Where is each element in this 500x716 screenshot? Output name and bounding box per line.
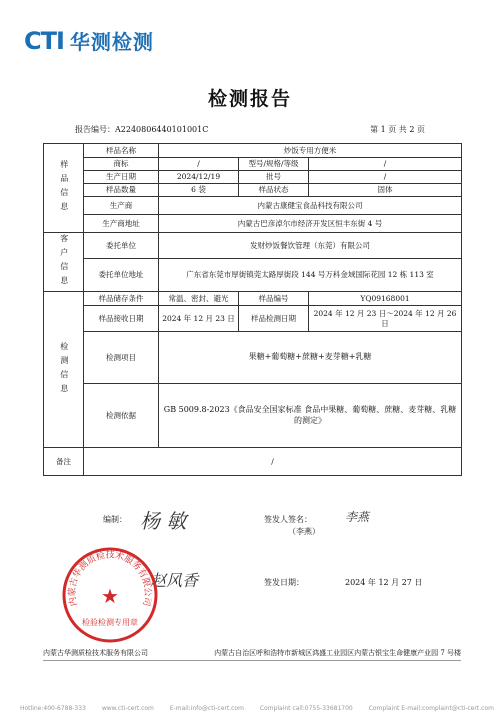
footer-org: 内蒙古华测质检技术服务有限公司 [43,649,148,657]
value-model: / [309,158,462,171]
value-producer: 内蒙古康健宝食品科技有限公司 [159,197,462,215]
label-sample-name: 样品名称 [84,144,159,158]
value-client-address: 广东省东莞市厚街镇莞太路厚街段 144 号万科金域国际花园 12 栋 113 室 [159,258,462,291]
label-sample-no: 样品编号 [239,292,309,306]
label-remarks: 备注 [44,448,84,476]
email-link[interactable]: E-mail:info@cti-cert.com [169,705,244,712]
label-model: 型号/规格/等级 [239,158,309,171]
label-test-basis: 检测依据 [84,384,159,448]
logo-text: 华测检测 [69,30,154,54]
prepared-by-label: 编制： [103,515,127,524]
value-sample-name: 炒饭专用方便米 [159,144,462,158]
complaint-call: Complaint call:0755-33681700 [259,705,353,712]
value-received-date: 2024 年 12 月 23 日 [159,306,239,332]
contact-bar [20,705,500,712]
label-received-date: 样品接收日期 [84,306,159,332]
label-batch: 批号 [239,171,309,184]
value-production-date: 2024/12/19 [159,171,239,184]
category-sample: 样品信息 [44,144,84,233]
value-producer-address: 内蒙古巴彦淖尔市经济开发区恒丰东街 4 号 [159,215,462,233]
issue-date: 2024 年 12 月 27 日 [345,578,423,587]
value-brand: / [159,158,239,171]
report-table [43,143,462,476]
label-sample-state: 样品状态 [239,184,309,197]
website-link[interactable]: www.cti-cert.com [101,705,154,712]
complaint-email[interactable]: Complaint E-mail:complaint@cti-cert.com [368,705,494,712]
logo-mark: CTI [24,26,64,55]
label-production-date: 生产日期 [84,171,159,184]
value-storage: 常温、密封、避光 [159,292,239,306]
label-sample-qty: 样品数量 [84,184,159,197]
label-producer-address: 生产商地址 [84,215,159,233]
label-test-items: 检测项目 [84,332,159,384]
category-client: 客户信息 [44,233,84,292]
label-client: 委托单位 [84,233,159,259]
report-title: 检测报告 [207,88,292,110]
value-test-basis: GB 5009.8-2023《食品安全国家标准 食品中果糖、葡萄糖、蔗糖、麦芽糖、乳糖的测定》 [159,384,462,448]
value-sample-qty: 6 袋 [159,184,239,197]
issuer-signature-label: 签发人签名： [264,515,312,524]
value-batch: / [309,171,462,184]
report-number: 报告编号：A2240806440101001C [75,125,209,134]
value-sample-state: 固体 [309,184,462,197]
value-test-items: 果糖+葡萄糖+蔗糖+麦芽糖+乳糖 [159,332,462,384]
footer-address: 内蒙古自治区呼和浩特市新城区鸿盛工业园区内蒙古银宝生命健康产业园 7 号楼 [214,649,461,657]
label-storage: 样品储存条件 [84,292,159,306]
label-test-date: 样品检测日期 [239,306,309,332]
issuer-name: （李燕） [288,527,320,536]
value-sample-no: YQ09168001 [309,292,462,306]
category-test: 检测信息 [44,292,84,448]
footer-divider [43,660,461,661]
company-logo [24,26,154,55]
stamp-arc-text: 内蒙古华测质检技术服务有限公司 [67,550,153,607]
stamp-subtitle: 检验检测专用章 [82,618,138,627]
page-info: 第 1 页 共 2 页 [370,125,425,134]
value-test-date: 2024 年 12 月 23 日～2024 年 12 月 26 日 [309,306,462,332]
issue-date-label: 签发日期： [264,578,304,587]
official-stamp [60,545,160,645]
label-client-address: 委托单位地址 [84,258,159,291]
label-brand: 商标 [84,158,159,171]
stamp-star-icon: ★ [101,584,119,608]
prepared-by-signature: 杨 敏 [140,509,187,533]
approver-signature: 赵风香 [150,571,199,590]
value-remarks: / [84,448,462,476]
hotline: Hotline:400-6788-333 [20,705,86,712]
value-client: 发财炒饭餐饮管理（东莞）有限公司 [159,233,462,259]
label-producer: 生产商 [84,197,159,215]
issuer-signature: 李燕 [345,510,370,524]
